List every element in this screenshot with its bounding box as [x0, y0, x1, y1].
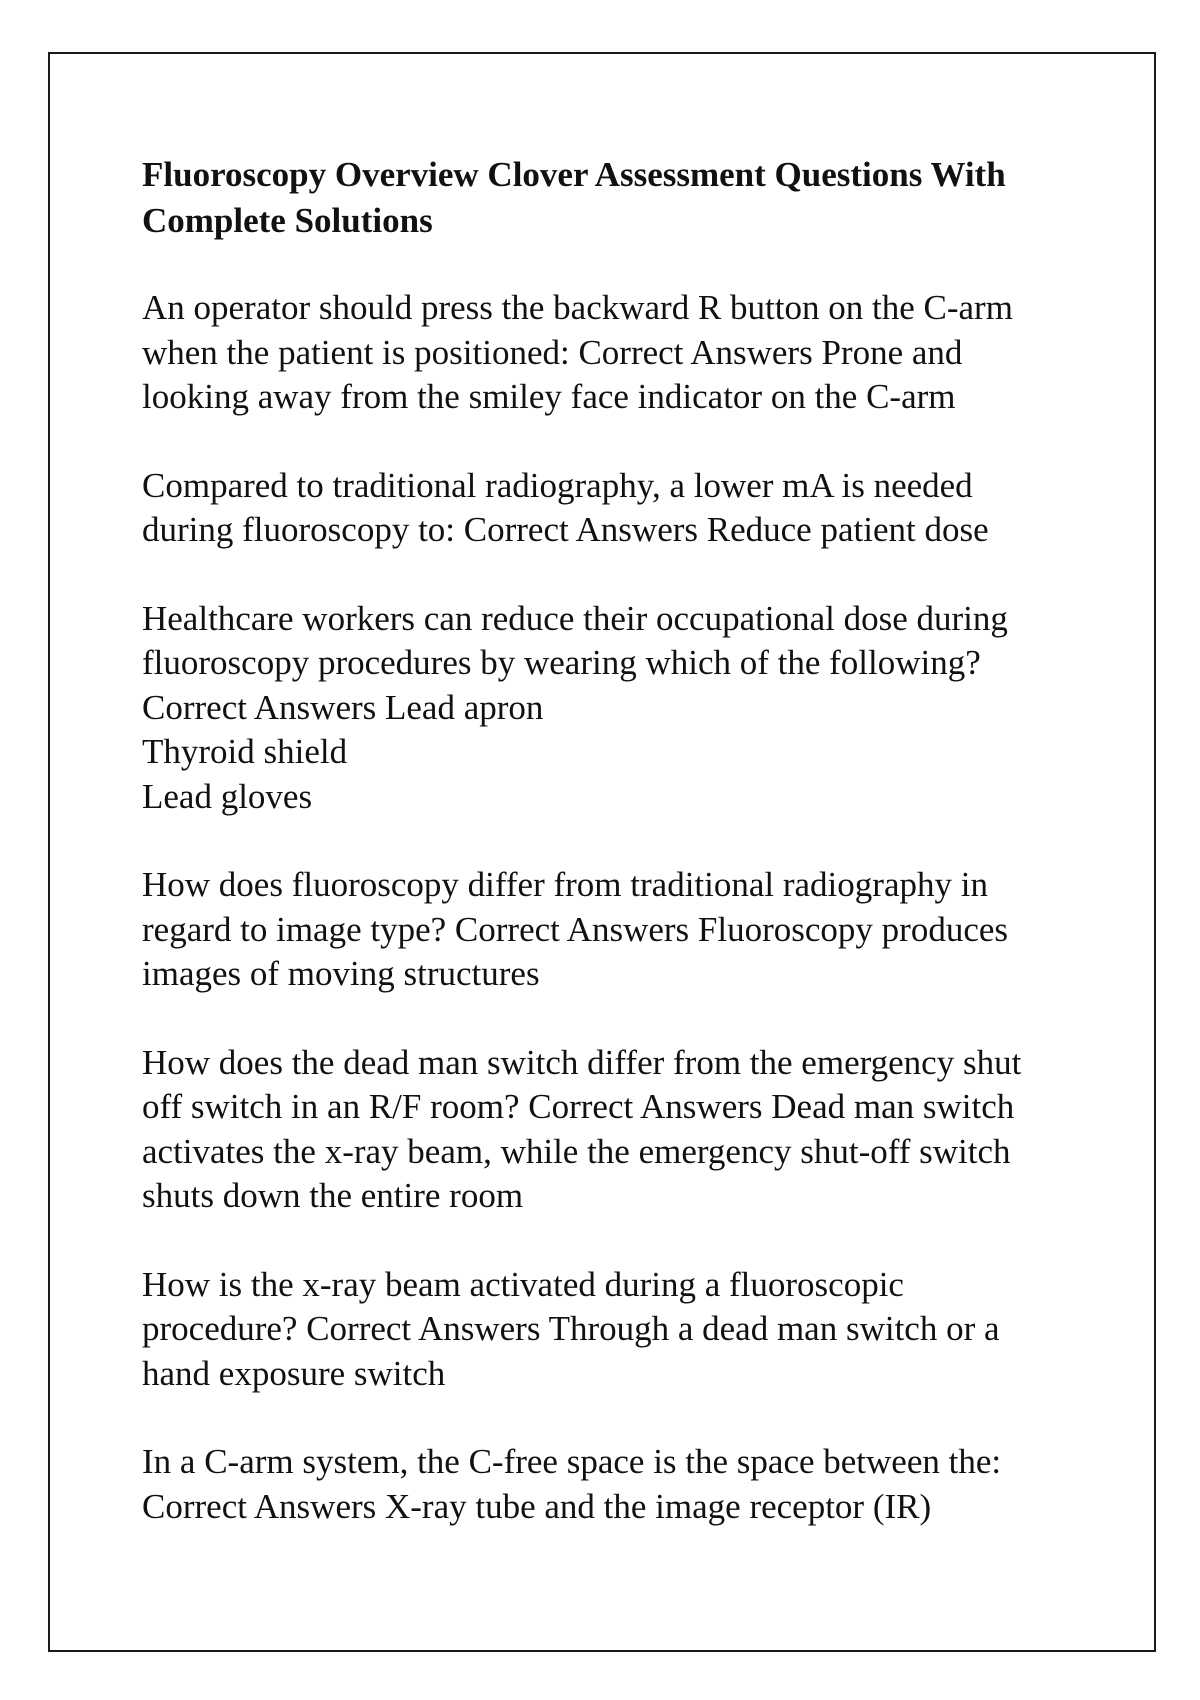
qa-item: [142, 1263, 1042, 1397]
qa-text-line: How does the dead man switch differ from the emergency shut: [142, 1042, 1022, 1082]
qa-text-line: when the patient is positioned: Correct Answers Prone and: [142, 332, 963, 372]
qa-item: [142, 863, 1042, 997]
qa-text-line: regard to image type? Correct Answers Fluoroscopy produces: [142, 909, 1009, 949]
qa-text-line: procedure? Correct Answers Through a dead man switch or a: [142, 1309, 1000, 1348]
qa-text-line: fluoroscopy procedures by wearing which of the following?: [142, 643, 981, 682]
qa-text-line: Healthcare workers can reduce their occupational dose during: [142, 598, 1008, 638]
qa-text-line: Compared to traditional radiography, a lower mA is needed: [142, 465, 973, 505]
qa-text-line: How does fluoroscopy differ from traditional radiography in: [142, 865, 988, 904]
qa-item: [142, 464, 1042, 553]
qa-item: [142, 597, 1042, 820]
title-line: Fluoroscopy Overview Clover Assessment Questions With: [142, 155, 1006, 194]
qa-text-line: off switch in an R/F room? Correct Answers Dead man switch: [142, 1087, 1015, 1126]
qa-text-line: An operator should press the backward R button on the C-arm: [142, 288, 1013, 327]
qa-text-line: How is the x-ray beam activated during a fluoroscopic: [142, 1264, 904, 1304]
title-line: Complete Solutions: [142, 201, 433, 240]
qa-text-line: hand exposure switch: [142, 1353, 446, 1393]
qa-text-line: shuts down the entire room: [142, 1176, 524, 1215]
qa-item: [142, 1440, 1042, 1529]
qa-text-line: looking away from the smiley face indicator on the C-arm: [142, 377, 956, 416]
qa-text-line: Correct Answers X-ray tube and the image receptor (IR): [142, 1486, 932, 1526]
qa-text-line: images of moving structures: [142, 954, 540, 993]
document-content: [142, 152, 1042, 1573]
qa-text-line: activates the x-ray beam, while the emergency shut-off switch: [142, 1131, 1011, 1171]
qa-text-line: In a C-arm system, the C-free space is the space between the:: [142, 1442, 1002, 1481]
qa-text-line: during fluoroscopy to: Correct Answers Reduce patient dose: [142, 510, 989, 549]
document-title: [142, 152, 1042, 244]
qa-item: [142, 1041, 1042, 1219]
qa-item: [142, 286, 1042, 420]
qa-text-line: Correct Answers Lead apron: [142, 687, 544, 727]
qa-text-line: Thyroid shield: [142, 732, 348, 771]
qa-text-line: Lead gloves: [142, 776, 313, 816]
